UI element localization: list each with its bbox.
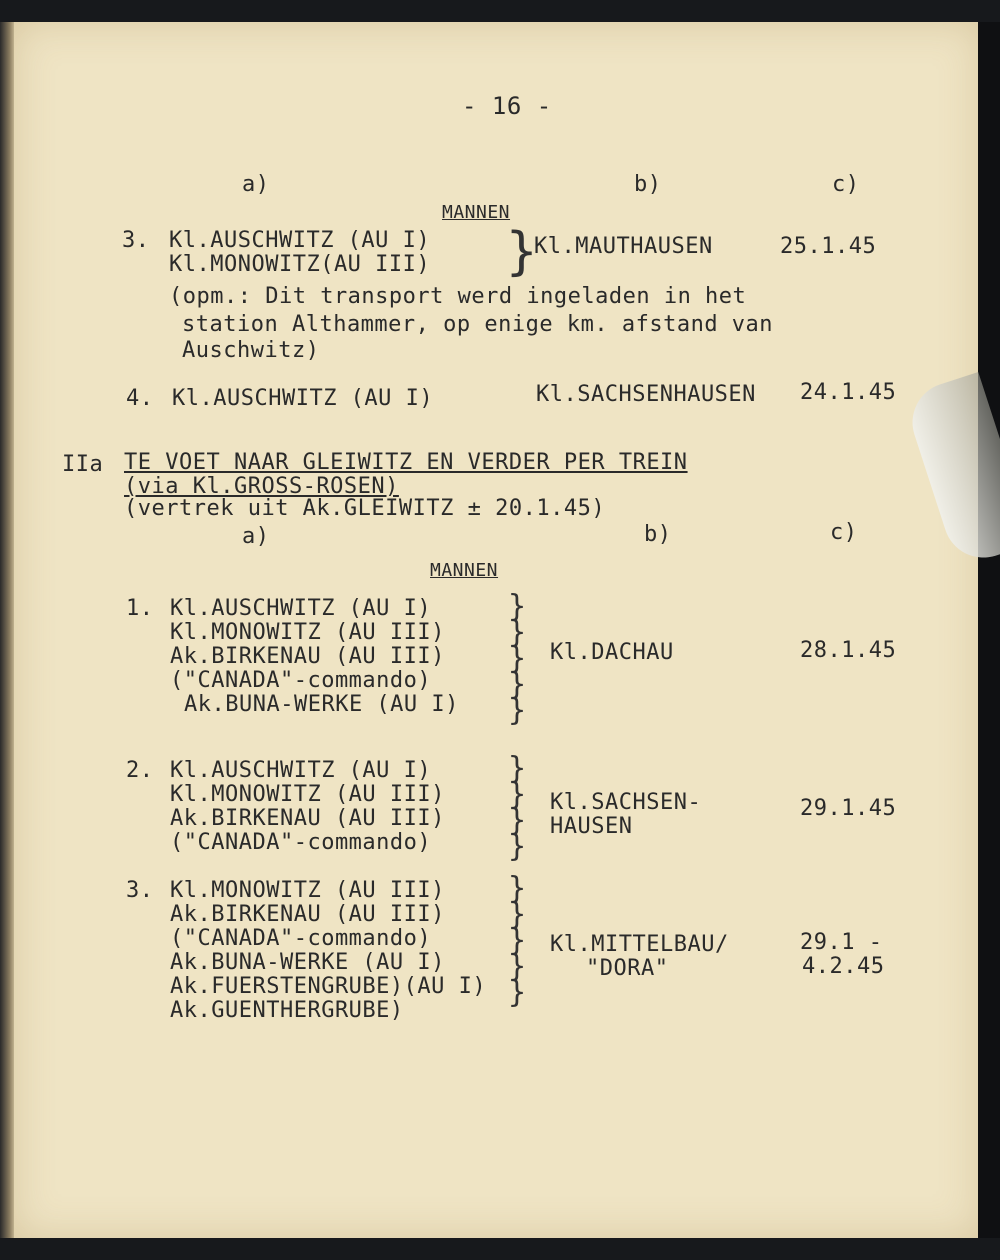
s2-item2-b-line2: HAUSEN [550, 814, 633, 839]
s2-item1-num: 1. [126, 596, 154, 621]
s2-item3-b-line2: "DORA" [586, 956, 669, 981]
s2-item3-c-line2: 4.2.45 [802, 954, 885, 979]
s2-item1-a-line3: Ak.BIRKENAU (AU III) [170, 644, 445, 669]
s2-item2-a-line1: Kl.AUSCHWITZ (AU I) [170, 758, 432, 783]
s1-item4-a: Kl.AUSCHWITZ (AU I) [172, 386, 434, 411]
s1-item3-a-line1: Kl.AUSCHWITZ (AU I) [169, 228, 431, 253]
s1-item3-num: 3. [122, 228, 150, 253]
document-page [14, 22, 980, 1238]
s2-item3-a-line4: Ak.BUNA-WERKE (AU I) [170, 950, 445, 975]
section2-sub2: (vertrek uit Ak.GLEIWITZ ± 20.1.45) [124, 496, 606, 521]
s2-item3-num: 3. [126, 878, 154, 903]
s2-item3-c-line1: 29.1 - [800, 930, 883, 955]
note-line-3: Auschwitz) [182, 338, 320, 363]
brace: } } } } } [508, 589, 527, 728]
s2-item1-a-line2: Kl.MONOWITZ (AU III) [170, 620, 445, 645]
s1-item3-b: Kl.MAUTHAUSEN [534, 234, 713, 259]
s2-item2-a-line3: Ak.BIRKENAU (AU III) [170, 806, 445, 831]
brace: } } } } } [508, 871, 527, 1010]
s2-item3-b-line1: Kl.MITTELBAU/ [550, 932, 729, 957]
brace: } [506, 222, 538, 282]
s2-item1-c: 28.1.45 [800, 638, 897, 663]
section1-heading: MANNEN [442, 202, 511, 223]
page-edge [978, 22, 1000, 1238]
col-label-a: a) [242, 172, 270, 197]
brace: } } } } [508, 751, 527, 864]
s2-item2-a-line4: ("CANADA"-commando) [170, 830, 432, 855]
page-number: - 16 - [462, 92, 552, 120]
s1-item4-b: Kl.SACHSENHAUSEN [536, 382, 756, 407]
s1-item3-a-line2: Kl.MONOWITZ(AU III) [169, 252, 431, 277]
col-label-b: b) [634, 172, 662, 197]
s2-item2-a-line2: Kl.MONOWITZ (AU III) [170, 782, 445, 807]
s2-item1-b: Kl.DACHAU [550, 640, 674, 665]
s2-item1-a-line1: Kl.AUSCHWITZ (AU I) [170, 596, 432, 621]
s2-item3-a-line5: Ak.FUERSTENGRUBE)(AU I) [170, 974, 487, 999]
s1-item4-num: 4. [126, 386, 154, 411]
s2-item3-a-line6: Ak.GUENTHERGRUBE) [170, 998, 404, 1023]
s2-item2-num: 2. [126, 758, 154, 783]
col-label-b-2: b) [644, 522, 672, 547]
note-line-1: (opm.: Dit transport werd ingeladen in het [169, 284, 747, 309]
section2-title: TE VOET NAAR GLEIWITZ EN VERDER PER TREIN [124, 450, 688, 475]
note-line-2: station Althammer, op enige km. afstand van [182, 312, 774, 337]
section2-sub1: (via Kl.GROSS-ROSEN) [124, 474, 399, 499]
s2-item3-a-line1: Kl.MONOWITZ (AU III) [170, 878, 445, 903]
col-label-a-2: a) [242, 524, 270, 549]
col-label-c: c) [832, 172, 860, 197]
s2-item3-a-line3: ("CANADA"-commando) [170, 926, 432, 951]
s2-item3-a-line2: Ak.BIRKENAU (AU III) [170, 902, 445, 927]
section2-label: IIa [62, 452, 104, 477]
s2-item1-a-line4: ("CANADA"-commando) [170, 668, 432, 693]
s2-item1-a-line5: Ak.BUNA-WERKE (AU I) [184, 692, 459, 717]
s2-item2-c: 29.1.45 [800, 796, 897, 821]
s1-item4-c: 24.1.45 [800, 380, 897, 405]
section2-heading: MANNEN [430, 560, 499, 581]
s2-item2-b-line1: Kl.SACHSEN- [550, 790, 702, 815]
col-label-c-2: c) [830, 520, 858, 545]
s1-item3-c: 25.1.45 [780, 234, 877, 259]
